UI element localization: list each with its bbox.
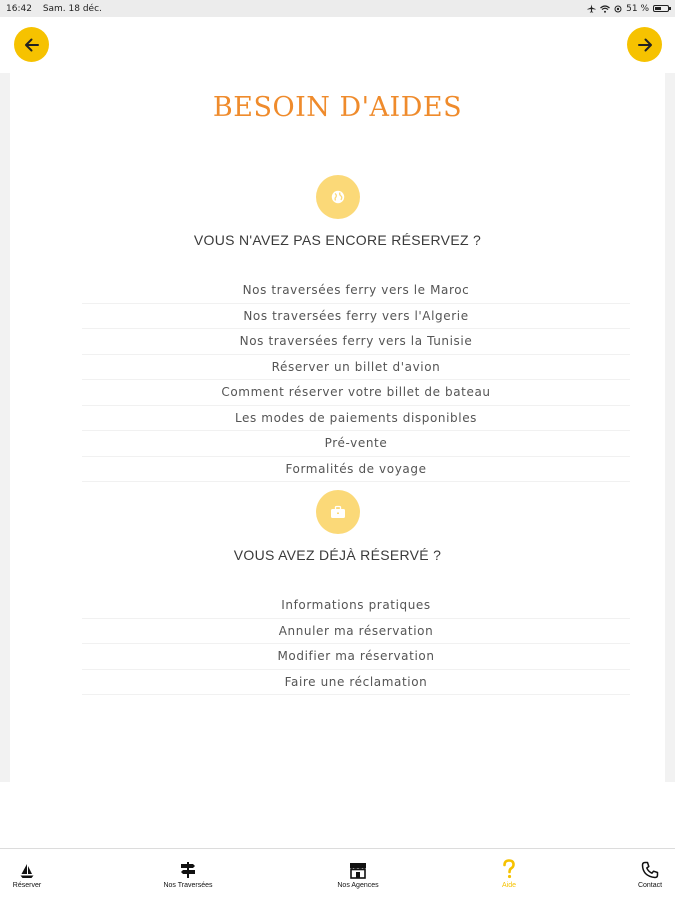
tab-icon-wrap [628, 857, 672, 879]
link-payment-methods[interactable]: Les modes de paiements disponibles [82, 406, 630, 432]
status-left [6, 4, 110, 14]
already-booked-link-list [82, 593, 630, 695]
tab-nos-agences[interactable] [326, 857, 390, 889]
bottom-tab-bar [0, 848, 675, 900]
link-ferry-morocco[interactable]: Nos traversées ferry vers le Maroc [82, 278, 630, 304]
top-navigation-bar [0, 17, 675, 73]
question-icon [502, 859, 516, 879]
tab-label-aide: Aide [501, 882, 516, 889]
link-file-complaint[interactable]: Faire une réclamation [82, 670, 630, 696]
tab-reserver[interactable] [4, 857, 50, 889]
section-heading-already-booked: VOUS AVEZ DÉJÀ RÉSERVÉ ? [233, 547, 442, 563]
battery-fill [655, 7, 661, 10]
link-how-to-book-boat[interactable]: Comment réserver votre billet de bateau [82, 380, 630, 406]
page-title: BESOIN D'AIDES [212, 92, 463, 123]
link-book-flight[interactable]: Réserver un billet d'avion [82, 355, 630, 381]
forward-button[interactable] [627, 27, 662, 62]
link-ferry-algeria[interactable]: Nos traversées ferry vers l'Algerie [82, 304, 630, 330]
arrow-right-icon [636, 36, 654, 54]
section-icon-globe [316, 175, 360, 219]
phone-icon [641, 861, 659, 879]
status-time: 16:42 [6, 3, 32, 14]
sailboat-icon [19, 863, 35, 879]
section-icon-briefcase [316, 490, 360, 534]
briefcase-icon [330, 505, 346, 519]
battery-percent: 51 % [626, 3, 649, 14]
tab-aide[interactable] [492, 857, 526, 889]
help-card [10, 73, 665, 782]
not-booked-link-list [82, 278, 630, 482]
link-pre-sale[interactable]: Pré-vente [82, 431, 630, 457]
tab-icon-wrap [492, 857, 526, 879]
tab-label-contact: Contact [637, 882, 663, 889]
back-button[interactable] [14, 27, 49, 62]
link-practical-info[interactable]: Informations pratiques [82, 593, 630, 619]
link-ferry-tunisia[interactable]: Nos traversées ferry vers la Tunisie [82, 329, 630, 355]
location-icon [614, 5, 622, 13]
tab-label-reserver: Réserver [12, 882, 42, 889]
tab-label-nos-agences: Nos Agences [337, 882, 379, 889]
status-bar [0, 0, 675, 17]
link-cancel-booking[interactable]: Annuler ma réservation [82, 619, 630, 645]
status-right [587, 4, 669, 14]
link-travel-formalities[interactable]: Formalités de voyage [82, 457, 630, 483]
tab-icon-wrap [4, 857, 50, 879]
storefront-icon [349, 861, 367, 879]
signpost-icon [179, 861, 197, 879]
arrow-left-icon [23, 36, 41, 54]
tab-icon-wrap [326, 857, 390, 879]
battery-icon [653, 5, 669, 12]
tab-label-nos-traversees: Nos Traversées [163, 882, 213, 889]
tab-contact[interactable] [628, 857, 672, 889]
wifi-icon [600, 5, 610, 13]
link-modify-booking[interactable]: Modifier ma réservation [82, 644, 630, 670]
status-date: Sam. 18 déc. [42, 3, 102, 14]
globe-icon [331, 190, 345, 204]
tab-icon-wrap [152, 857, 224, 879]
section-heading-not-booked: VOUS N'AVEZ PAS ENCORE RÉSERVEZ ? [193, 232, 482, 248]
airplane-mode-icon [587, 4, 596, 13]
tab-nos-traversees[interactable] [152, 857, 224, 889]
